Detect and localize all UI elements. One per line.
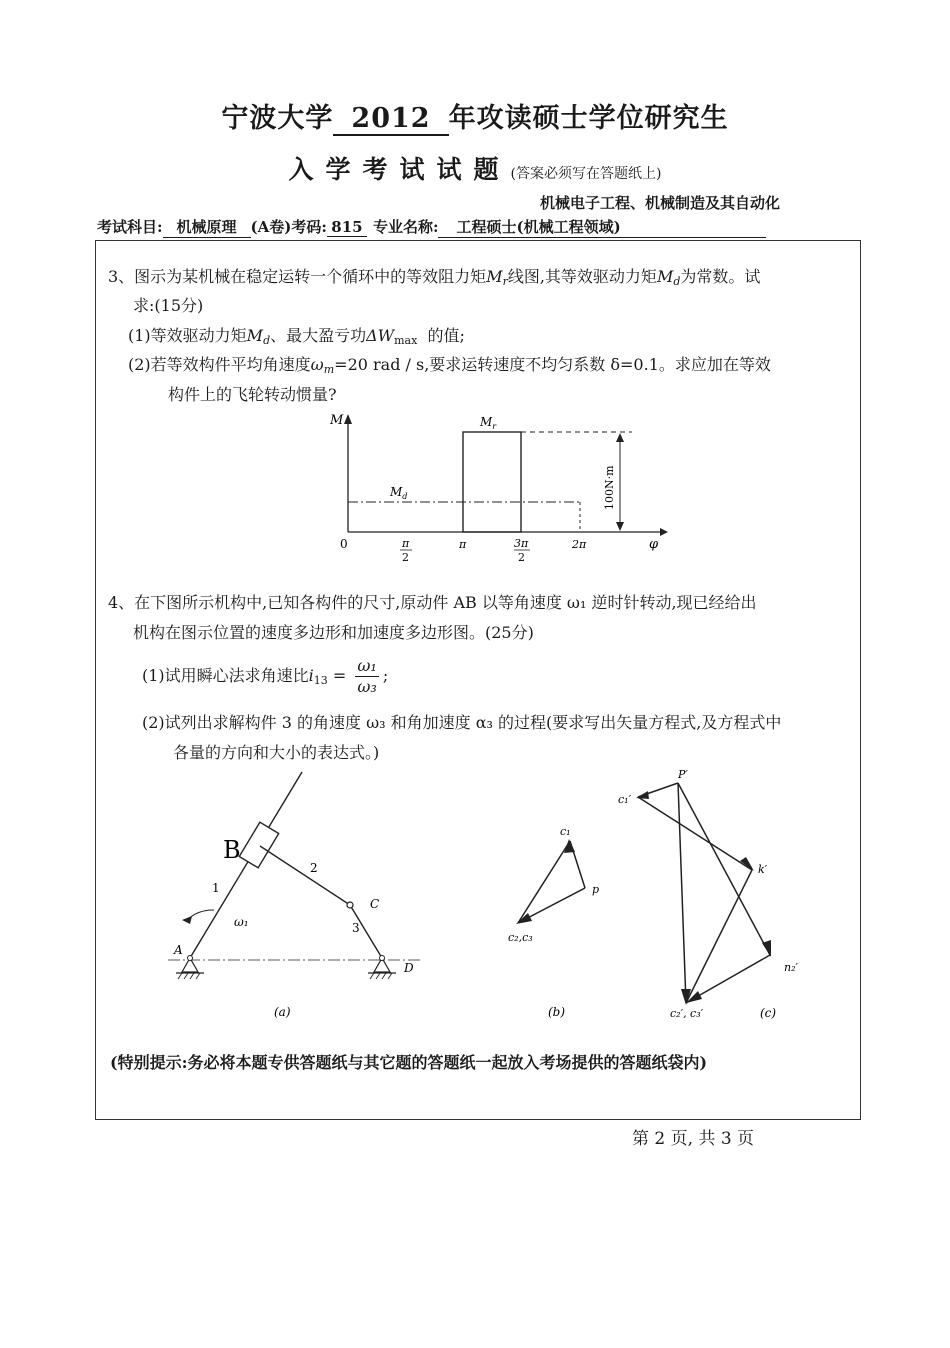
vec-k-c2 <box>686 870 752 1003</box>
label-p-prime: P′ <box>678 768 688 781</box>
q3-part1-md: M <box>246 326 264 345</box>
slider-b <box>239 822 278 868</box>
label-k-prime: k′ <box>758 863 768 876</box>
label-d: D <box>404 961 414 975</box>
subtitle-text: 入学考试试题 <box>288 155 511 184</box>
q4-frac-den: ω₃ <box>357 677 377 696</box>
y-axis-label: M <box>330 413 344 428</box>
label-p: p <box>592 883 600 896</box>
mr-block <box>463 432 521 532</box>
caption-b: (b) <box>548 1005 566 1019</box>
mr-label: $M_r$ <box>480 415 497 431</box>
page-number: 第 2 页, 共 3 页 <box>632 1129 755 1149</box>
subtitle-note: (答案必须写在答题纸上) <box>510 166 662 182</box>
tick-3pi2-den: 2 <box>518 551 525 564</box>
label-1: 1 <box>212 881 220 895</box>
q3-text-c: 为常数。试 <box>680 267 761 286</box>
q3-part1-md-sub: d <box>263 334 271 347</box>
q3-part2-a: (2)若等效构件平均角速度 <box>128 355 311 374</box>
dim-arrow-bottom <box>616 522 624 531</box>
caption-a: (a) <box>274 1005 291 1019</box>
label-n2-prime: n₂′ <box>784 961 798 974</box>
figure-a-mechanism <box>160 770 430 1030</box>
q3-part1-b: 、最大盈亏功 <box>270 326 367 345</box>
label-c1: c₁ <box>560 825 571 838</box>
q4-part2: (2)试列出求解构件 3 的角速度 ω₃ 和角加速度 α₃ 的过程(要求写出矢量方程式,及方程式中 <box>142 713 782 732</box>
exam-title <box>0 96 950 136</box>
label-c: C <box>370 897 380 911</box>
q3-text-b: 线图,其等效驱动力矩 <box>507 267 657 286</box>
q4-frac-num: ω₁ <box>357 656 377 675</box>
title-year: 2012 <box>333 103 448 136</box>
x-axis-arrow <box>660 528 668 536</box>
figure-b-velocity <box>500 815 620 1025</box>
major-value: 工程硕士(机械工程领域) <box>438 216 766 238</box>
figure-c-acceleration <box>610 765 810 1025</box>
tick-pi: π <box>459 538 467 551</box>
title-school: 宁波大学 <box>221 103 334 134</box>
label-c2c3-prime: c₂′, c₃′ <box>670 1007 704 1020</box>
ground-d-hatch <box>370 973 392 979</box>
y-axis-arrow <box>344 414 352 424</box>
origin-label: 0 <box>340 537 348 551</box>
joint-c <box>347 902 353 908</box>
q4-line1: 4、在下图所示机构中,已知各构件的尺寸,原动件 AB 以等角速度 ω₁ 逆时针转动,现已经给出 <box>108 593 757 612</box>
q4-i13: i <box>308 666 314 685</box>
major-extra: 机械电子工程、机械制造及其自动化 <box>540 194 781 212</box>
q3-line2: 求:(15分) <box>133 296 204 315</box>
pivot-a-pin <box>188 956 193 961</box>
x-axis-label: φ <box>649 537 659 552</box>
q4-part2-cont: 各量的方向和大小的表达式。) <box>173 743 380 762</box>
code-label: 考码: <box>291 218 327 236</box>
q3-line1 <box>108 262 760 296</box>
label-c1-prime: c₁′ <box>618 793 632 806</box>
q4-part1-end: ; <box>382 666 389 685</box>
q3-part1-c: 的值; <box>427 326 465 345</box>
q3-md-sub: d <box>673 275 681 288</box>
q4-part1-a: (1)试用瞬心法求角速比 <box>142 666 309 685</box>
q3-mr-sub: r <box>502 275 508 288</box>
link-2 <box>260 846 350 905</box>
q4-i13-sub: 13 <box>313 674 328 687</box>
subject-value: 机械原理 <box>163 216 251 238</box>
q3-omega-sub: m <box>323 363 335 376</box>
label-2: 2 <box>310 861 318 875</box>
q3-text-a: 3、图示为某机械在稳定运转一个循环中的等效阻力矩 <box>108 267 487 286</box>
omega-arc <box>188 910 214 920</box>
subject-label: 考试科目: <box>97 218 163 236</box>
moment-diagram <box>320 408 670 570</box>
q3-part1-a: (1)等效驱动力矩 <box>128 326 247 345</box>
label-c2c3: c₂,c₃ <box>508 931 533 944</box>
special-note: (特别提示:务必将本题专供答题纸与其它题的答题纸一起放入考场提供的答题纸袋内) <box>110 1053 708 1072</box>
label-omega1: ω₁ <box>234 915 249 929</box>
vec-c1-k <box>638 797 752 870</box>
q4-line2: 机构在图示位置的速度多边形和加速度多边形图。(25分) <box>133 623 534 642</box>
ground-a-hatch <box>178 973 200 979</box>
q3-omega: ω <box>310 355 324 374</box>
exam-subtitle <box>0 150 950 186</box>
caption-c: (c) <box>760 1006 777 1020</box>
link-1-rod <box>190 772 302 958</box>
q3-mr: M <box>486 267 503 286</box>
title-suffix: 年攻读硕士学位研究生 <box>448 103 729 134</box>
vec-c1-c2 <box>518 841 570 923</box>
tick-3pi2-num: 3π <box>514 537 529 550</box>
tick-2pi: 2π <box>572 538 587 551</box>
vec-p-c2 <box>678 783 686 1003</box>
tick-pi2-den: 2 <box>402 551 409 564</box>
tick-pi2-num: π <box>402 537 410 550</box>
q3-dw: ΔW <box>366 326 395 345</box>
q4-part1: (1)试用瞬心法求角速比$i_{13}$ = $\frac{\text{ω₁}}{\text{ω₃}}$ ; <box>142 656 389 696</box>
q3-part2-cont: 构件上的飞轮转动惯量? <box>168 385 337 404</box>
q3-part2 <box>128 350 771 384</box>
subject-line <box>97 216 766 238</box>
dim-arrow-top <box>616 433 624 442</box>
code-value: 815 <box>327 218 367 237</box>
omega-arrowhead <box>182 916 192 924</box>
md-label: $M_d$ <box>390 485 408 501</box>
vec-p-n2 <box>678 783 770 955</box>
q3-dw-sub: max <box>394 334 418 347</box>
label-3: 3 <box>352 921 360 935</box>
q3-part2-b: =20 rad / s,要求运转速度不均匀系数 δ=0.1。求应加在等效 <box>334 355 771 374</box>
q4-fraction <box>355 656 378 697</box>
label-a: A <box>174 943 183 957</box>
paper-version: (A卷) <box>250 218 292 236</box>
q3-md: M <box>656 267 674 286</box>
major-label: 专业名称: <box>372 218 439 236</box>
dim-label: 100N·m <box>603 465 616 510</box>
pivot-d-pin <box>380 956 385 961</box>
label-b: B <box>223 836 241 864</box>
arrow-c1 <box>564 839 575 853</box>
